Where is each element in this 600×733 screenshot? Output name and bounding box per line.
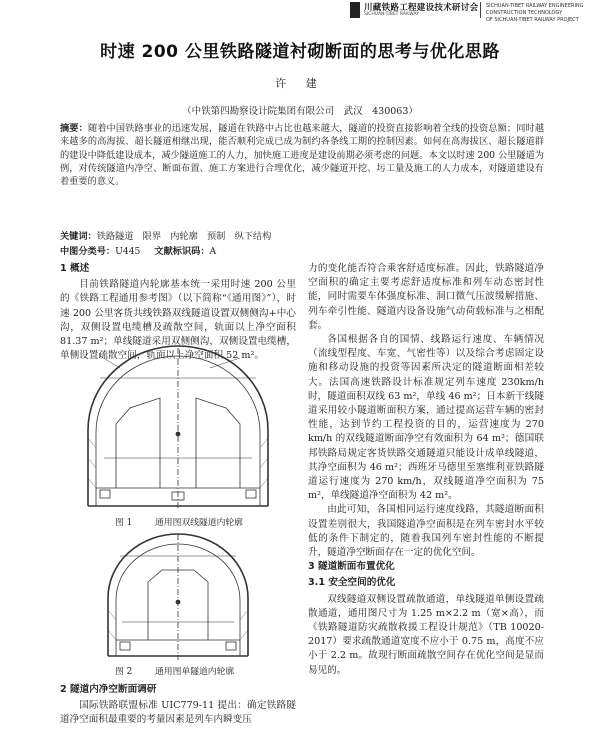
fig1-hatch bbox=[88, 478, 96, 488]
paper-title: 时速 200 公里铁路隧道衬砌断面的思考与优化思路 bbox=[100, 42, 500, 62]
section-3-1-heading: 3.1 安全空间的优化 bbox=[308, 577, 396, 589]
journal-name-sub: SICHUAN-TIBET RAILWAY bbox=[364, 12, 419, 17]
fig2-hatch bbox=[108, 630, 116, 640]
classification bbox=[60, 243, 544, 257]
clc-label: 中图分类号： bbox=[60, 246, 116, 257]
fig1-hatch bbox=[260, 458, 268, 468]
fig1-left-clearance bbox=[116, 398, 160, 488]
figure-2-number: 图 2 bbox=[115, 667, 133, 677]
fig2-hatch bbox=[240, 630, 248, 640]
journal-en-line3: OF SICHUAN-TIBET RAILWAY PROJECT bbox=[486, 17, 579, 23]
keywords-text: 铁路隧道 限界 内轮廓 预制 纵下结构 bbox=[96, 231, 272, 242]
section-1-heading: 1 概述 bbox=[60, 263, 90, 274]
right-paragraph-2: 各国根据各自的国情、线路运行速度、车辆情况（流线型程度、车宽、气密性等）以及综合考虑固定设施和移动设施的投资等因素所决定的隧道断面相差较大。法国高速铁路设计标准规定列车速度 230km/h 时，隧道面积双线 63 m²，单线 46 m²；日本新干线隧道采用较小隧道断面积方案，通过提高运营车辆的密封性能，达到节约工程投资的目的，运营速度为 270 km/h 的双线隧道断面净空有效面积为 64 m²；德国联邦铁路局规定客货铁路交通隧道只能设计成单线隧道，其净空面积为 46 m²；西班牙马德里至塞维利亚铁路隧道运行速度为 270 km/h，双线隧道净空面积为 75 m²，单线隧道净空面积为 42 m²。 bbox=[308, 334, 544, 502]
fig2-left-ditch bbox=[120, 642, 130, 650]
journal-name-en bbox=[486, 3, 584, 24]
abstract-label: 摘要： bbox=[60, 123, 88, 134]
section-2-heading: 2 隧道内净空断面调研 bbox=[60, 684, 157, 695]
keywords bbox=[60, 228, 544, 242]
fig1-hatch bbox=[88, 458, 96, 468]
fig1-right-clearance bbox=[196, 398, 240, 488]
figure-2-caption bbox=[60, 664, 296, 677]
fig2-hatch bbox=[240, 610, 248, 620]
journal-header bbox=[350, 0, 600, 22]
clc-value: U445 bbox=[115, 246, 141, 257]
fig1-leader-1 bbox=[210, 358, 240, 368]
abstract-text: 随着中国铁路事业的迅速发展，隧道在铁路中占比也越来越大，隧道的投资直接影响着全线的投资总额；同时越来越多的高海拔、超长隧道相继出现，能否顺利完成已成为制约各条线工期的控制因素。如何在高海拔区、超长隧道群的建设中降低建设成本，减少隧道施工的人力，加快施工进度是建设前期必须考虑的问题。本文以时速 200 公里隧道为例，对传统隧道内净空、断面布置、施工方案进行合理优化，减少隧道开挖、圬工量及施工的人力成本，对隧道建设有着重要的意义。 bbox=[60, 123, 545, 188]
figure-1-title: 通用图双线隧道内轮廓 bbox=[155, 518, 243, 528]
fig1-arc-center bbox=[176, 432, 180, 436]
fig2-hatch bbox=[108, 610, 116, 620]
journal-logo-icon bbox=[350, 2, 360, 18]
right-paragraph-4: 双线隧道双侧设置疏散通道，单线隧道单侧设置疏散通道，通用图尺寸为 1.25 m×2.2 m（宽×高），而《铁路隧道防灾疏散救援工程设计规范》（TB 10020-2017）要求疏散通道宽度不应小于 0.75 m，高度不应小于 2.2 m。故现行断面疏散空间存在优化空间是显而易见的。 bbox=[308, 593, 544, 676]
section-2 bbox=[60, 683, 296, 728]
doc-code-value: A bbox=[209, 246, 217, 257]
paper-author: 许 建 bbox=[275, 77, 325, 90]
right-paragraph-1: 力的变化能否符合乘客舒适度标准。因此，铁路隧道净空面积的确定主要考虑舒适度标准和列车动态密封性能，同时需要车体强度标准、洞口微气压波缓解措施、列车牵引性能、隧道内设备设施气动荷载标准与之相配套。 bbox=[308, 263, 544, 331]
fig1-hatch bbox=[260, 438, 268, 448]
figure-1-double-track-tunnel bbox=[60, 338, 296, 514]
fig2-right-ditch bbox=[226, 642, 236, 650]
section-2-text: 国际铁路联盟标准 UIC779-11 提出：确定铁路隧道净空面积最重要的考量因素是列车内瞬变压 bbox=[60, 700, 296, 726]
journal-en-line2: CONSTRUCTION TECHNOLOGY bbox=[486, 10, 563, 16]
keywords-label: 关键词： bbox=[60, 231, 97, 242]
fig1-left-ditch bbox=[100, 490, 110, 498]
figure-2-single-track-tunnel bbox=[60, 526, 296, 662]
figure-2-title: 通用图单隧道内轮廓 bbox=[155, 667, 235, 677]
fig1-right-ditch bbox=[246, 490, 256, 498]
section-3-heading: 3 隧道断面布置优化 bbox=[308, 561, 395, 573]
section-1-text: 目前铁路隧道内轮廓基本统一采用时速 200 公里 的《铁路工程通用参考图》（以下简称“《通用图》”），时速 200 公里客货共线铁路双线隧道设置双侧侧沟+中心沟，双侧设置电缆槽及疏散空间，轨面以上净空面积 81.37 m²；单线隧道采用双侧侧沟，双侧设置电缆槽，单侧设置疏散空间，轨面以上净空面积 52 m²。 bbox=[60, 279, 296, 362]
header-divider bbox=[480, 2, 481, 18]
fig1-hatch bbox=[260, 478, 268, 488]
doc-code-label: 文献标识码： bbox=[154, 246, 210, 257]
figure-1-number: 图 1 bbox=[115, 518, 133, 528]
journal-en-line1: SICHUAN-TIBET RAILWAY ENGINEERING bbox=[486, 3, 584, 9]
right-paragraph-3: 由此可知，各国相同运行速度线路，其隧道断面积设置差别很大，我国隧道净空面积是在列车密封水平较低的条件下制定的，随着我国列车密封性能的不断提升，隧道净空断面存在一定的优化空间。 bbox=[308, 504, 544, 559]
journal-name-cn: 川藏铁路工程建设技术研讨会 bbox=[364, 3, 479, 13]
right-column bbox=[308, 262, 544, 678]
fig2-arc-center bbox=[176, 600, 180, 604]
fig1-hatch bbox=[88, 438, 96, 448]
fig1-leader-2 bbox=[100, 356, 120, 368]
paper-affiliation: （中铁第四勘察设计院集团有限公司 武汉 430063） bbox=[182, 106, 418, 117]
abstract bbox=[60, 122, 544, 188]
